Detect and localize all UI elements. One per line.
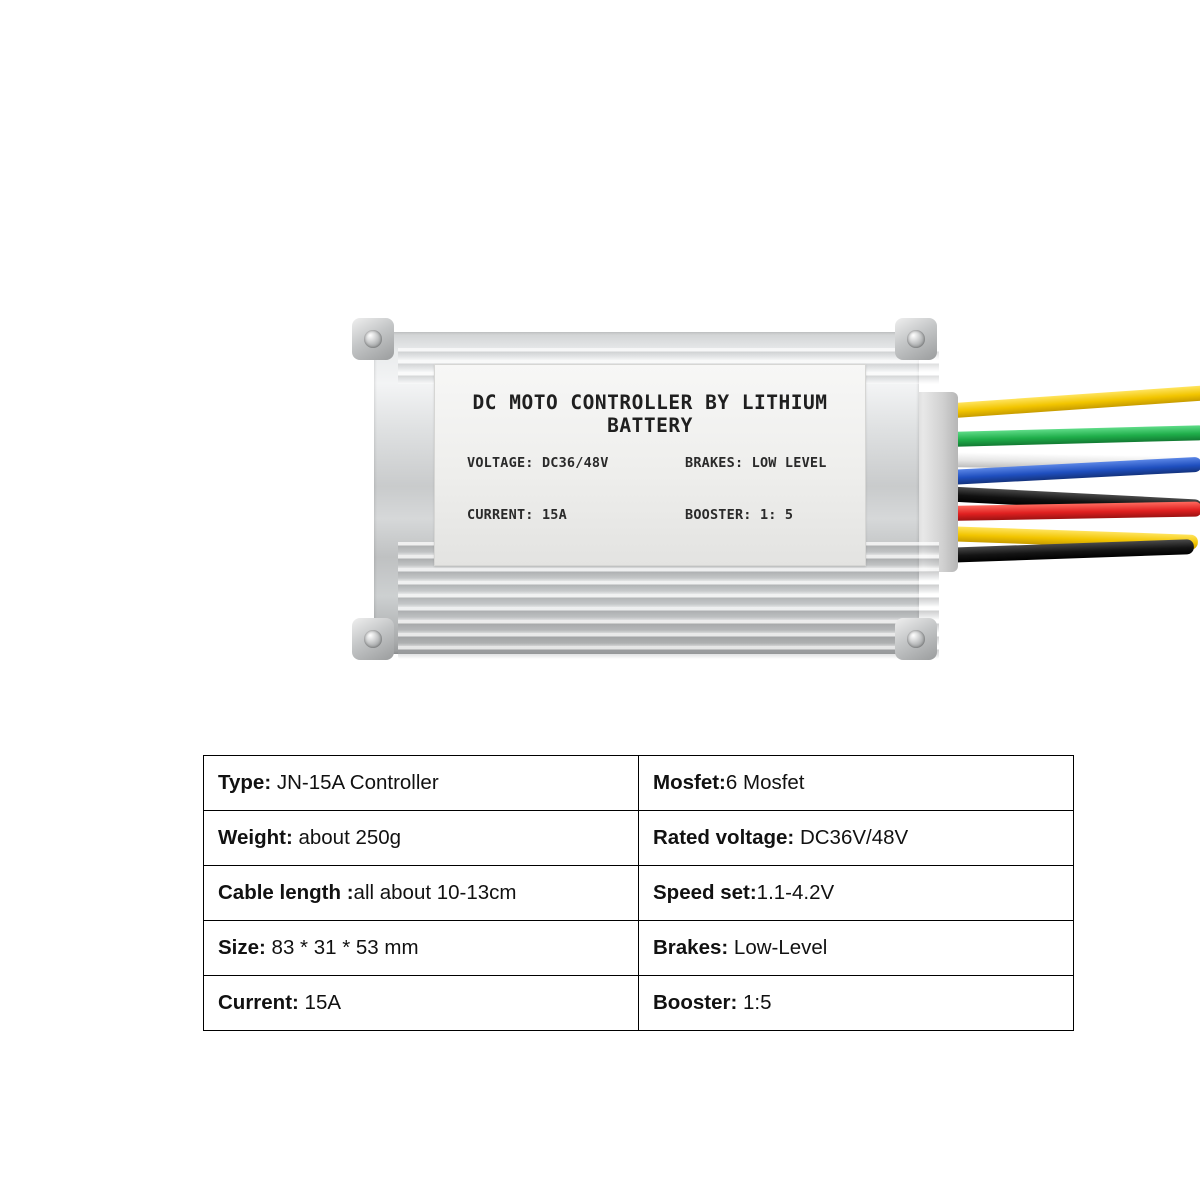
spec-key: Type: <box>218 771 272 794</box>
spec-cell-mosfet <box>639 756 1074 811</box>
spec-cell-booster <box>639 976 1074 1031</box>
spec-key: Mosfet: <box>653 771 726 794</box>
spec-cell-cable-length <box>204 866 639 921</box>
controller-housing <box>374 332 919 654</box>
label-current: CURRENT: 15A <box>467 507 567 523</box>
spec-value: DC36V/48V <box>794 826 909 849</box>
spec-cell-rated-voltage <box>639 811 1074 866</box>
spec-cell-size <box>204 921 639 976</box>
controller-case <box>352 318 937 668</box>
spec-value: 83 * 31 * 53 mm <box>265 936 419 959</box>
label-title: DC MOTO CONTROLLER BY LITHIUM BATTERY <box>472 391 828 437</box>
wire-yellow-1 <box>939 385 1200 419</box>
spec-cell-weight <box>204 811 639 866</box>
spec-value: 1:5 <box>737 991 772 1014</box>
table-row <box>204 976 1074 1031</box>
spec-value: Low-Level <box>728 936 828 959</box>
label-brakes: BRAKES: LOW LEVEL <box>685 455 827 471</box>
spec-key: Cable length : <box>218 881 354 904</box>
spec-value: about 250g <box>292 826 402 849</box>
spec-cell-current <box>204 976 639 1031</box>
table-row <box>204 866 1074 921</box>
mounting-tab-bottom-left <box>352 618 394 660</box>
spec-key: Brakes: <box>653 936 729 959</box>
spec-cell-brakes <box>639 921 1074 976</box>
spec-key: Speed set: <box>653 881 757 904</box>
spec-key: Current: <box>218 991 299 1014</box>
spec-cell-type <box>204 756 639 811</box>
spec-value: 1.1-4.2V <box>756 881 835 904</box>
spec-value: 15A <box>298 991 342 1014</box>
spec-key: Booster: <box>653 991 738 1014</box>
table-row <box>204 921 1074 976</box>
mounting-tab-top-left <box>352 318 394 360</box>
table-row <box>204 811 1074 866</box>
wire-black-2 <box>940 539 1194 563</box>
spec-key: Rated voltage: <box>653 826 795 849</box>
spec-key: Weight: <box>218 826 293 849</box>
mounting-tab-bottom-right <box>895 618 937 660</box>
spec-value: all about 10-13cm <box>353 881 517 904</box>
spec-value: JN-15A Controller <box>271 771 439 794</box>
wire-red <box>944 501 1200 521</box>
label-booster: BOOSTER: 1: 5 <box>685 507 794 523</box>
spec-value: 6 Mosfet <box>725 771 805 794</box>
specification-table <box>203 755 1074 1031</box>
spec-key: Size: <box>218 936 266 959</box>
table-row <box>204 756 1074 811</box>
label-voltage: VOLTAGE: DC36/48V <box>467 455 609 471</box>
spec-cell-speed-set <box>639 866 1074 921</box>
controller-spec-label <box>434 364 866 566</box>
mounting-tab-top-right <box>895 318 937 360</box>
wire-green <box>944 425 1200 447</box>
